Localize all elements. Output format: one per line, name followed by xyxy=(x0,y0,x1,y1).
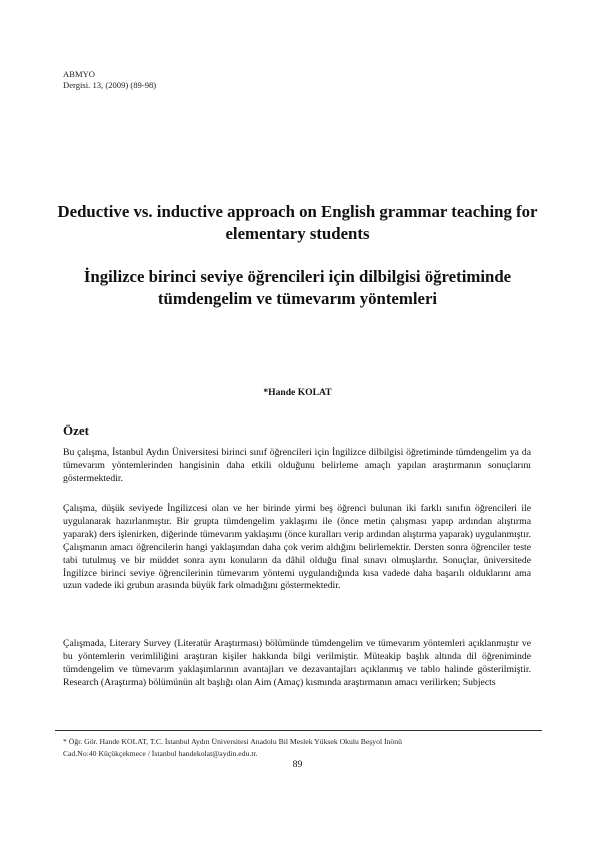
page-number: 89 xyxy=(292,759,303,770)
title-english: Deductive vs. inductive approach on English grammar teaching for elementary students xyxy=(57,202,538,243)
abstract-paragraph-1: Bu çalışma, İstanbul Aydın Üniversitesi birinci sınıf öğrencileri için İngilizce dilbilgisi öğretiminde tümdengelim ya da tümevarım yöntemlerinden hangisinin daha etkili olduğunu belirleme amaçlı yapılan araştırmanın sonuçlarını göstermektedir. xyxy=(63,447,531,484)
footnote-line-1: * Öğr. Gör. Hande KOLAT, T.C. İstanbul Aydın Üniversitesi Anadolu Bil Meslek Yüksek Okulu Beşyol İnönü xyxy=(63,737,402,746)
journal-issue: Dergisi. 13, (2009) (89-98) xyxy=(63,80,157,90)
title-turkish: İngilizce birinci seviye öğrencileri için dilbilgisi öğretiminde tümdengelim ve tümevarım yöntemleri xyxy=(83,267,512,308)
journal-name: ABMYO xyxy=(63,69,95,79)
footnote-line-2: Cad.No:40 Küçükçekmece / İstanbul handekolat@aydin.edu.tr. xyxy=(63,748,258,758)
author-name: *Hande KOLAT xyxy=(263,387,332,398)
journal-header xyxy=(63,69,156,91)
abstract-paragraph-3: Çalışmada, Literary Survey (Literatür Araştırması) bölümünde tümdengelim ve tümevarım yöntemleri açıklanmıştır ve bu yöntemlerin verimliliğini araştıran kişiler hakkında bilgi verilmiştir. Müteakip başlık altında dil öğreniminde tümdengelim ve tümevarım yaklaşımlarının avantajları ve dezavantajları açıklanmış ve tablo halinde gösterilmiştir. Research (Araştırma) bölümünün alt başlığı olan Aim (Amaç) kısmında araştırmanın amacı verilirken; Subjects xyxy=(63,638,531,688)
footnote-divider xyxy=(55,730,542,731)
footnote xyxy=(63,736,533,759)
abstract-heading: Özet xyxy=(63,423,89,438)
abstract-paragraph-2: Çalışma, düşük seviyede İngilizcesi olan ve her birinde yirmi beş öğrenci bulunan iki farklı sınıfın öğrencileri ile uygulanarak hazırlanmıştır. Bir grupta tümdengelim yaklaşımı ile (önce metin çalışması yapıp ardından alıştırma yaparak) ders işlenirken, diğerinde tümevarım yaklaşımı (önce kuralları verip ardından alıştırma yaparak) uygulanmıştır. Çalışmanın amacı öğrencilerin hangi yaklaşımdan daha çok verim aldığını belirlemektir. Dersten sonra öğrenciler teste tabi tutulmuş ve bir müddet sonra aynı konuların da dâhil olduğu final sınavı olmuşlardır. Sonuçlar, üniversitede İngilizce birinci seviye öğrencilerinin tümevarım yöntemi uygulandığında kısa vadede daha başarılı olduklarını ama uzun vadede iki grubun arasında büyük fark olmadığını göstermektedir. xyxy=(63,503,531,592)
